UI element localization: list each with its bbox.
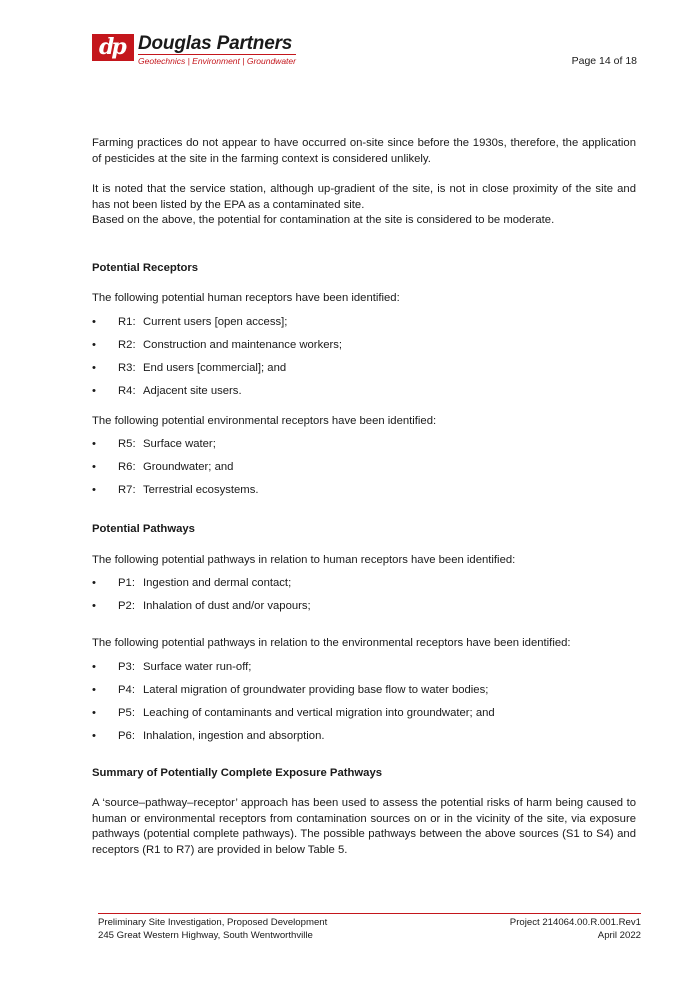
company-tagline: Geotechnics | Environment | Groundwater: [138, 56, 296, 66]
list-item: • R3: End users [commercial]; and: [92, 361, 287, 374]
env-pathways-intro: The following potential pathways in relation to the environmental receptors have been identified:: [92, 637, 571, 649]
human-pathways-list: [92, 576, 636, 622]
page-header: [92, 34, 637, 68]
list-item: • R6: Groundwater; and: [92, 461, 234, 473]
human-receptors-intro: The following potential human receptors have been identified:: [92, 292, 400, 304]
footer-report-title: Preliminary Site Investigation, Proposed Development: [98, 917, 328, 928]
heading-potential-receptors: Potential Receptors: [92, 261, 199, 274]
heading-summary: Summary of Potentially Complete Exposure Pathways: [92, 766, 383, 779]
list-item: • P6: Inhalation, ingestion and absorption.: [92, 729, 325, 742]
company-name: Douglas Partners: [138, 33, 293, 54]
list-item: • R2: Construction and maintenance workers;: [92, 338, 343, 351]
summary-paragraph: A ‘source–pathway–receptor’ approach has been used to assess the potential risks of harm being caused to human or environmental receptors from contamination sources on or in the vicinity of the site, via exposure pathways (potential complete pathways). The possible pathways between the above sources (S1 to S4) and receptors (R1 to R7) are provided in below Table 5.: [92, 797, 636, 856]
company-logo: [92, 34, 296, 66]
list-item: • R4: Adjacent site users.: [92, 384, 242, 397]
page-footer: [98, 913, 641, 941]
paragraph-conclusion: Based on the above, the potential for contamination at the site is considered to be moderate.: [92, 214, 555, 226]
footer-site-address: 245 Great Western Highway, South Wentworthville: [98, 929, 313, 941]
footer-project-number: Project 214064.00.R.001.Rev1: [509, 917, 641, 928]
heading-potential-pathways: Potential Pathways: [92, 523, 195, 535]
list-item: • R1: Current users [open access];: [92, 315, 288, 328]
human-receptors-list: [92, 315, 636, 407]
document-body: [92, 136, 636, 858]
paragraph-farming: Farming practices do not appear to have occurred on-site since before the 1930s, therefore, the application of pesticides at the site in the farming context is considered unlikely.: [92, 137, 636, 165]
list-item: • P4: Lateral migration of groundwater providing base flow to water bodies;: [92, 683, 489, 696]
env-receptors-list: [92, 437, 636, 506]
env-receptors-intro: The following potential environmental receptors have been identified:: [92, 414, 437, 427]
env-pathways-list: [92, 660, 636, 752]
list-item: • P3: Surface water run-off;: [92, 660, 252, 673]
logo-mark: dp: [92, 34, 134, 61]
human-pathways-intro: The following potential pathways in relation to human receptors have been identified:: [92, 553, 516, 566]
list-item: • P2: Inhalation of dust and/or vapours;: [92, 600, 311, 612]
list-item: • R5: Surface water;: [92, 438, 216, 450]
list-item: • P1: Ingestion and dermal contact;: [92, 577, 292, 589]
footer-date: April 2022: [597, 929, 641, 941]
list-item: • P5: Leaching of contaminants and vertical migration into groundwater; and: [92, 706, 495, 719]
list-item: • R7: Terrestrial ecosystems.: [92, 484, 259, 496]
page-number: Page 14 of 18: [571, 55, 637, 67]
paragraph-service-station: It is noted that the service station, although up-gradient of the site, is not in close proximity of the site and has not been listed by the EPA as a contaminated site.: [92, 183, 636, 211]
